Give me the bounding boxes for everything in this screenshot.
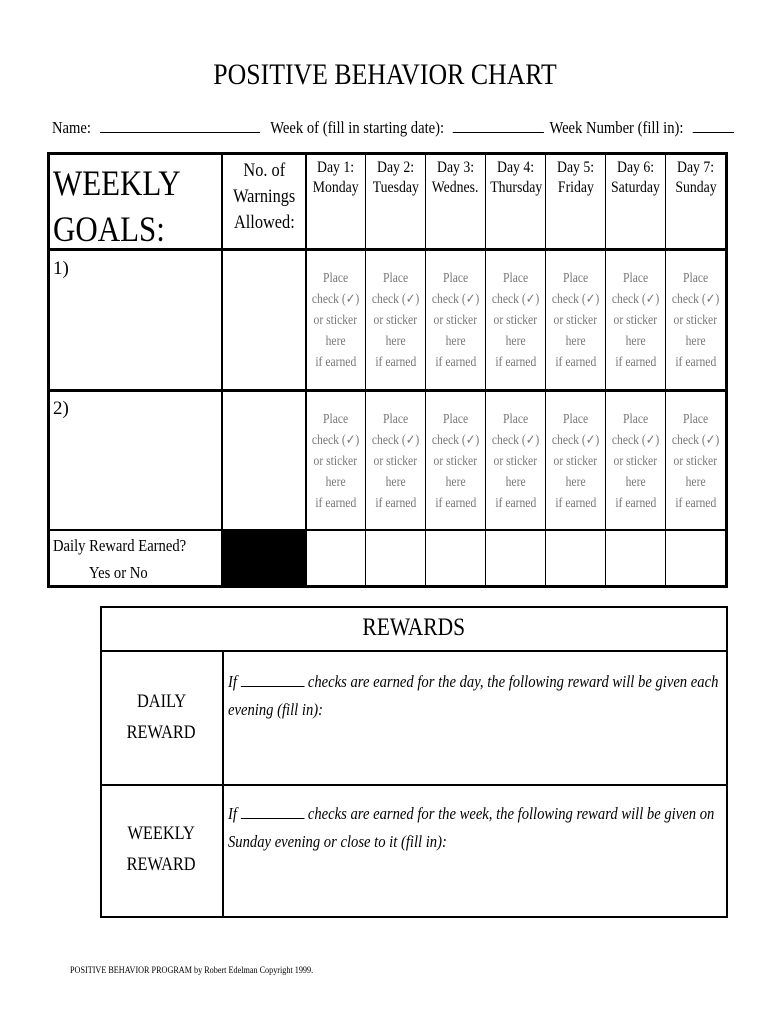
check-cell-goal1-day4[interactable]: Place check (✓) or sticker here if earned (491, 270, 540, 369)
check-cell-goal1-day1[interactable]: Place check (✓) or sticker here if earned (311, 270, 360, 369)
check-cell-goal1-day7[interactable]: Place check (✓) or sticker here if earned (671, 270, 720, 369)
day-header-3: Day 3: Wednes. (432, 159, 479, 196)
check-cell-goal1-day5[interactable]: Place check (✓) or sticker here if earned (551, 270, 600, 369)
week-of-label: Week of (fill in starting date): (270, 118, 445, 137)
check-cell-goal1-day3[interactable]: Place check (✓) or sticker here if earned (431, 270, 480, 369)
name-field[interactable] (100, 118, 260, 133)
check-cell-goal2-day6[interactable]: Place check (✓) or sticker here if earned (611, 411, 660, 510)
rewards-table (100, 606, 728, 918)
daily-reward-label: DAILY REWARD (126, 691, 196, 743)
day-header-6: Day 6: Saturday (611, 159, 660, 196)
week-of-field[interactable] (453, 118, 544, 133)
daily-checks-field[interactable] (241, 672, 305, 687)
check-cell-goal2-day7[interactable]: Place check (✓) or sticker here if earned (671, 411, 720, 510)
rewards-border-right (726, 606, 728, 918)
goal-row-1-number: 1) (53, 258, 69, 279)
rewards-row-line-2 (100, 784, 728, 786)
goal-row-2-number: 2) (53, 398, 69, 419)
warnings-allowed-heading: No. of Warnings Allowed: (232, 160, 296, 233)
table-border-top (47, 152, 728, 155)
check-cell-goal1-day6[interactable]: Place check (✓) or sticker here if earned (611, 270, 660, 369)
weekly-reward-label: WEEKLY REWARD (126, 823, 196, 875)
day-header-4: Day 4: Thursday (490, 159, 543, 196)
day-header-2: Day 2: Tuesday (372, 159, 419, 196)
check-cell-goal1-day2[interactable]: Place check (✓) or sticker here if earned (371, 270, 420, 369)
check-cell-goal2-day4[interactable]: Place check (✓) or sticker here if earned (491, 411, 540, 510)
check-cell-goal2-day3[interactable]: Place check (✓) or sticker here if earned (431, 411, 480, 510)
behavior-chart-table (47, 152, 728, 588)
name-label: Name: (52, 118, 91, 137)
day-header-1: Day 1: Monday (312, 159, 359, 196)
weekly-goals-heading: WEEKLY GOALS: (53, 163, 181, 249)
check-cell-goal2-day5[interactable]: Place check (✓) or sticker here if earned (551, 411, 600, 510)
week-number-field[interactable] (692, 118, 733, 133)
daily-reward-earned-label: Daily Reward Earned? Yes or No (53, 536, 187, 582)
header-fill-line (52, 118, 684, 142)
daily-reward-instructions: If checks are earned for the day, the following reward will be given each evening (fill in): (228, 672, 719, 719)
check-cell-goal2-day1[interactable]: Place check (✓) or sticker here if earned (311, 411, 360, 510)
weekly-reward-instructions: If checks are earned for the week, the following reward will be given on Sunday evening or close to it (fill in): (228, 804, 715, 851)
row-line-2 (47, 389, 728, 392)
day-header-7: Day 7: Sunday (674, 159, 717, 196)
blacked-out-cell (223, 531, 305, 586)
rewards-border-bottom (100, 916, 728, 918)
page-title: POSITIVE BEHAVIOR CHART (213, 58, 557, 91)
table-border-left (47, 152, 50, 588)
weekly-checks-field[interactable] (241, 804, 305, 819)
rewards-border-top (100, 606, 728, 608)
check-cell-goal2-day2[interactable]: Place check (✓) or sticker here if earned (371, 411, 420, 510)
week-number-label: Week Number (fill in): (549, 118, 684, 137)
day-header-5: Day 5: Friday (556, 159, 595, 196)
table-border-right (725, 152, 728, 588)
row-line-3 (47, 529, 728, 531)
rewards-row-line-1 (100, 650, 728, 652)
footer-copyright: POSITIVE BEHAVIOR PROGRAM by Robert Edelman Copyright 1999. (70, 966, 314, 976)
rewards-title: REWARDS (362, 614, 466, 641)
